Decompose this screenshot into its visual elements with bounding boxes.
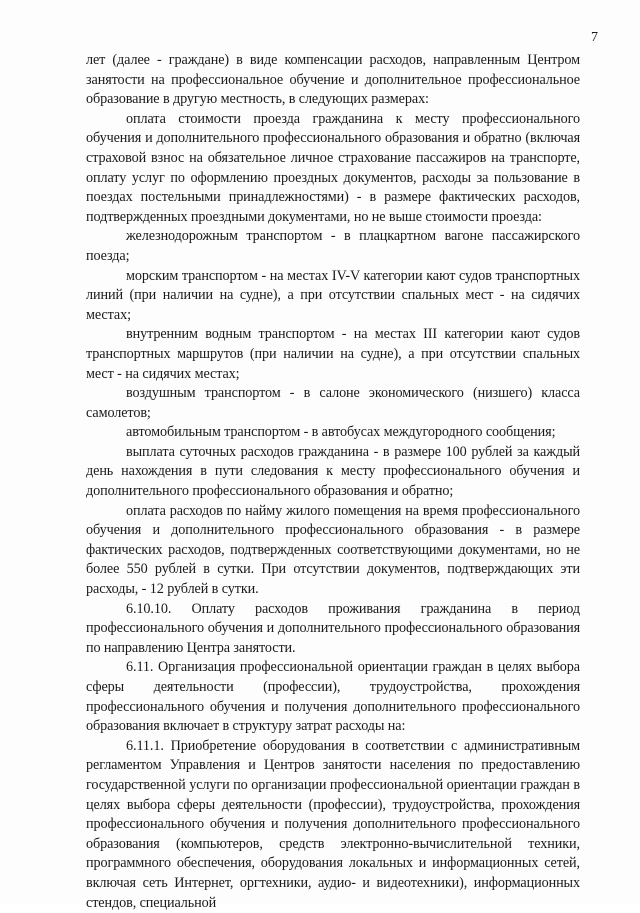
paragraph-daily-allowance: выплата суточных расходов гражданина - в размере 100 рублей за каждый день нахождения в пути следования к месту профессионального обучения и дополнительного профессионального образования и обратно; xyxy=(86,443,580,500)
paragraph-6-10-10: 6.10.10. Оплату расходов проживания гражданина в период профессионального обучения и дополнительного профессионального образования по направлению Центра занятости. xyxy=(86,600,580,656)
paragraph-travel-cost: оплата стоимости проезда гражданина к месту профессионального обучения и дополнительного профессионального образования и обратно (включая страховой взнос на обязательное личное страхование пассажиров на транспорте, оплату услуг по оформлению проездных документов, расходы за пользование в поездах постельными принадлежностями) - в размере фактических расходов, подтвержденных проездными документами, но не выше стоимости проезда: xyxy=(86,110,580,225)
paragraph-bus: автомобильным транспортом - в автобусах междугородного сообщения; xyxy=(126,424,556,441)
paragraph-air: воздушным транспортом - в салоне экономического (низшего) класса самолетов; xyxy=(86,385,580,421)
page-number: 7 xyxy=(591,30,598,45)
paragraph-sea: морским транспортом - на местах IV-V категории кают судов транспортных линий (при наличии на судне), а при отсутствии спальных мест - на сидячих местах; xyxy=(86,267,580,323)
paragraph-river: внутренним водным транспортом - на местах III категории кают судов транспортных маршрутов (при наличии на судне), а при отсутствии спальных мест - на сидячих местах; xyxy=(86,326,580,382)
paragraph-6-11-1: 6.11.1. Приобретение оборудования в соответствии с административным регламентом Управления и Центров занятости населения по предоставлению государственной услуги по организации профессиональной ориентации граждан в целях выбора сферы деятельности (профессии), трудоустройства, прохождения профессионального обучения и получения дополнительного профессионального образования (компьютеров, средств электронно-вычислительной техники, программного обеспечения, оборудования локальных и информационных сетей, включая сеть Интернет, оргтехники, аудио- и видеотехники), информационных стендов, специальной xyxy=(86,737,580,911)
paragraph-continuation: лет (далее - граждане) в виде компенсации расходов, направленным Центром занятости на профессиональное обучение и дополнительное профессиональное образование в другую местность, в следующих размерах: xyxy=(86,52,580,108)
paragraph-railway: железнодорожным транспортом - в плацкартном вагоне пассажирского поезда; xyxy=(86,228,580,264)
paragraph-6-11: 6.11. Организация профессиональной ориентации граждан в целях выбора сферы деятельности (профессии), трудоустройства, прохождения профессионального обучения и получения дополнительного профессионального образования включает в структуру затрат расходы на: xyxy=(86,659,580,735)
document-body xyxy=(86,51,580,913)
paragraph-housing: оплата расходов по найму жилого помещения на время профессионального обучения и дополнительного профессионального образования - в размере фактических расходов, подтвержденных соответствующими документами, но не более 550 рублей в сутки. При отсутствии документов, подтверждающих эти расходы, - 12 рублей в сутки. xyxy=(86,502,580,598)
